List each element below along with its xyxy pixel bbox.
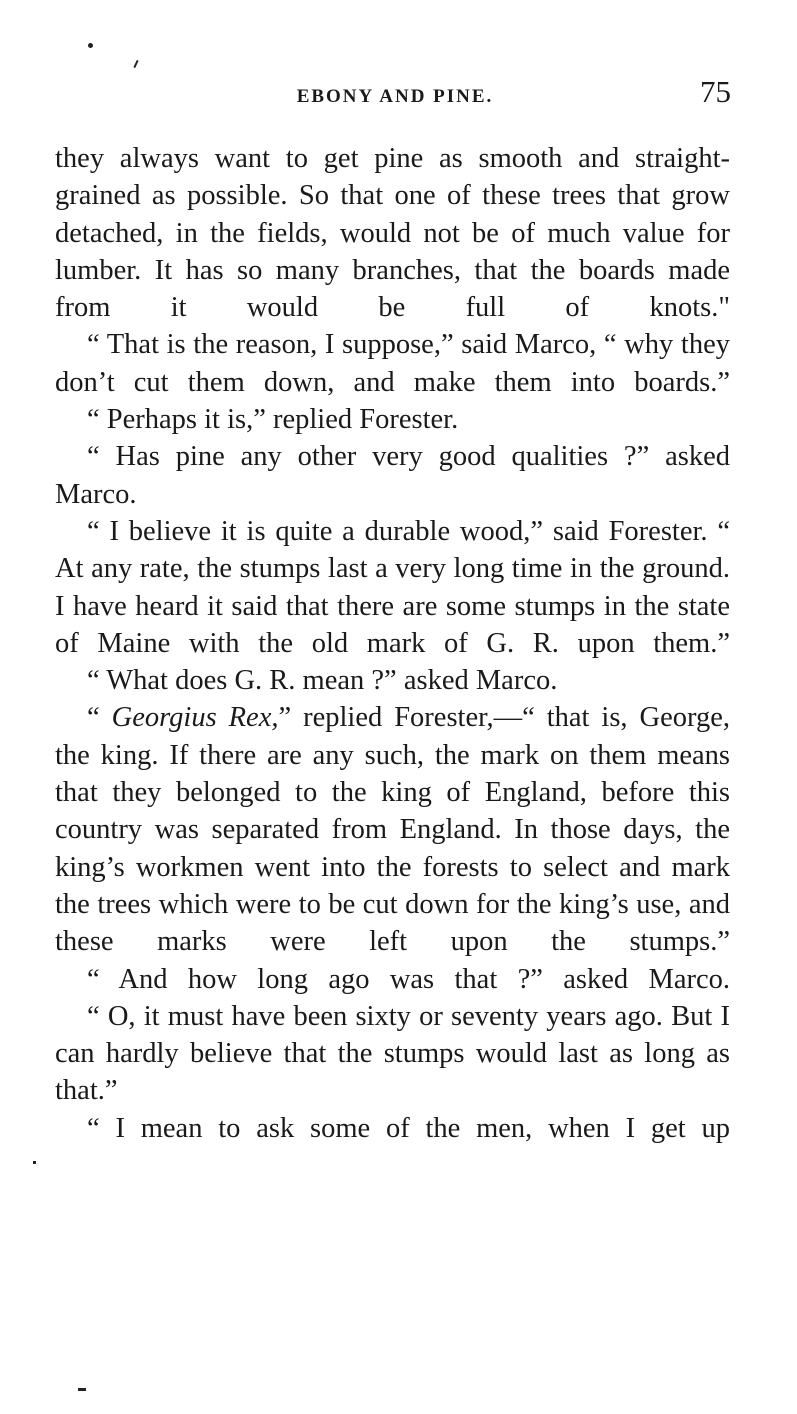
paragraph: “ O, it must have been sixty or seventy years ago. But I can hardly believe that the stumps would last as long as that.” bbox=[55, 1000, 730, 1107]
page-number: 75 bbox=[700, 74, 731, 109]
paragraph: “ I believe it is quite a durable wood,” said Forester. “ At any rate, the stumps last a very long time in the ground. I have heard it said that there are some stumps in the state of Maine with the old mark of G. R. upon them.” bbox=[55, 515, 730, 659]
stray-ink-dash bbox=[78, 1388, 86, 1391]
stray-ink-tick bbox=[133, 60, 138, 68]
paragraph: they always want to get pine as smooth and straight-grained as possible. So that one of these trees that grow detached, in the fields, would not be of much value for lumber. It has so many branches, that the boards made from it would be full of knots." bbox=[55, 143, 730, 324]
body-text bbox=[55, 140, 730, 1147]
stray-ink-dash bbox=[33, 1161, 36, 1164]
paragraph: “ And how long ago was that ?” asked Marco. bbox=[87, 963, 730, 995]
page-header bbox=[55, 70, 735, 120]
paragraph: “ What does G. R. mean ?” asked Marco. bbox=[87, 665, 558, 697]
paragraph: “ I mean to ask some of the men, when I get up bbox=[87, 1112, 730, 1144]
paragraph: “ Georgius Rex,” replied Forester,—“ that is, George, the king. If there are any such, the mark on them means that they belonged to the king of England, before this country was separated from England. In those days, the king’s workmen went into the forests to select and mark the trees which were to be cut down for the king’s use, and these marks were left upon the stumps.” bbox=[55, 702, 731, 958]
running-title: EBONY AND PINE. bbox=[296, 86, 494, 107]
paragraph: “ That is the reason, I suppose,” said Marco, “ why they don’t cut them down, and make them into boards.” bbox=[55, 329, 730, 398]
paragraph: “ Perhaps it is,” replied Forester. bbox=[87, 404, 459, 436]
latin-phrase: Georgius Rex, bbox=[111, 702, 279, 734]
paragraph: “ Has pine any other very good qualities ?” asked Marco. bbox=[55, 441, 730, 510]
stray-ink-dot bbox=[88, 43, 93, 48]
